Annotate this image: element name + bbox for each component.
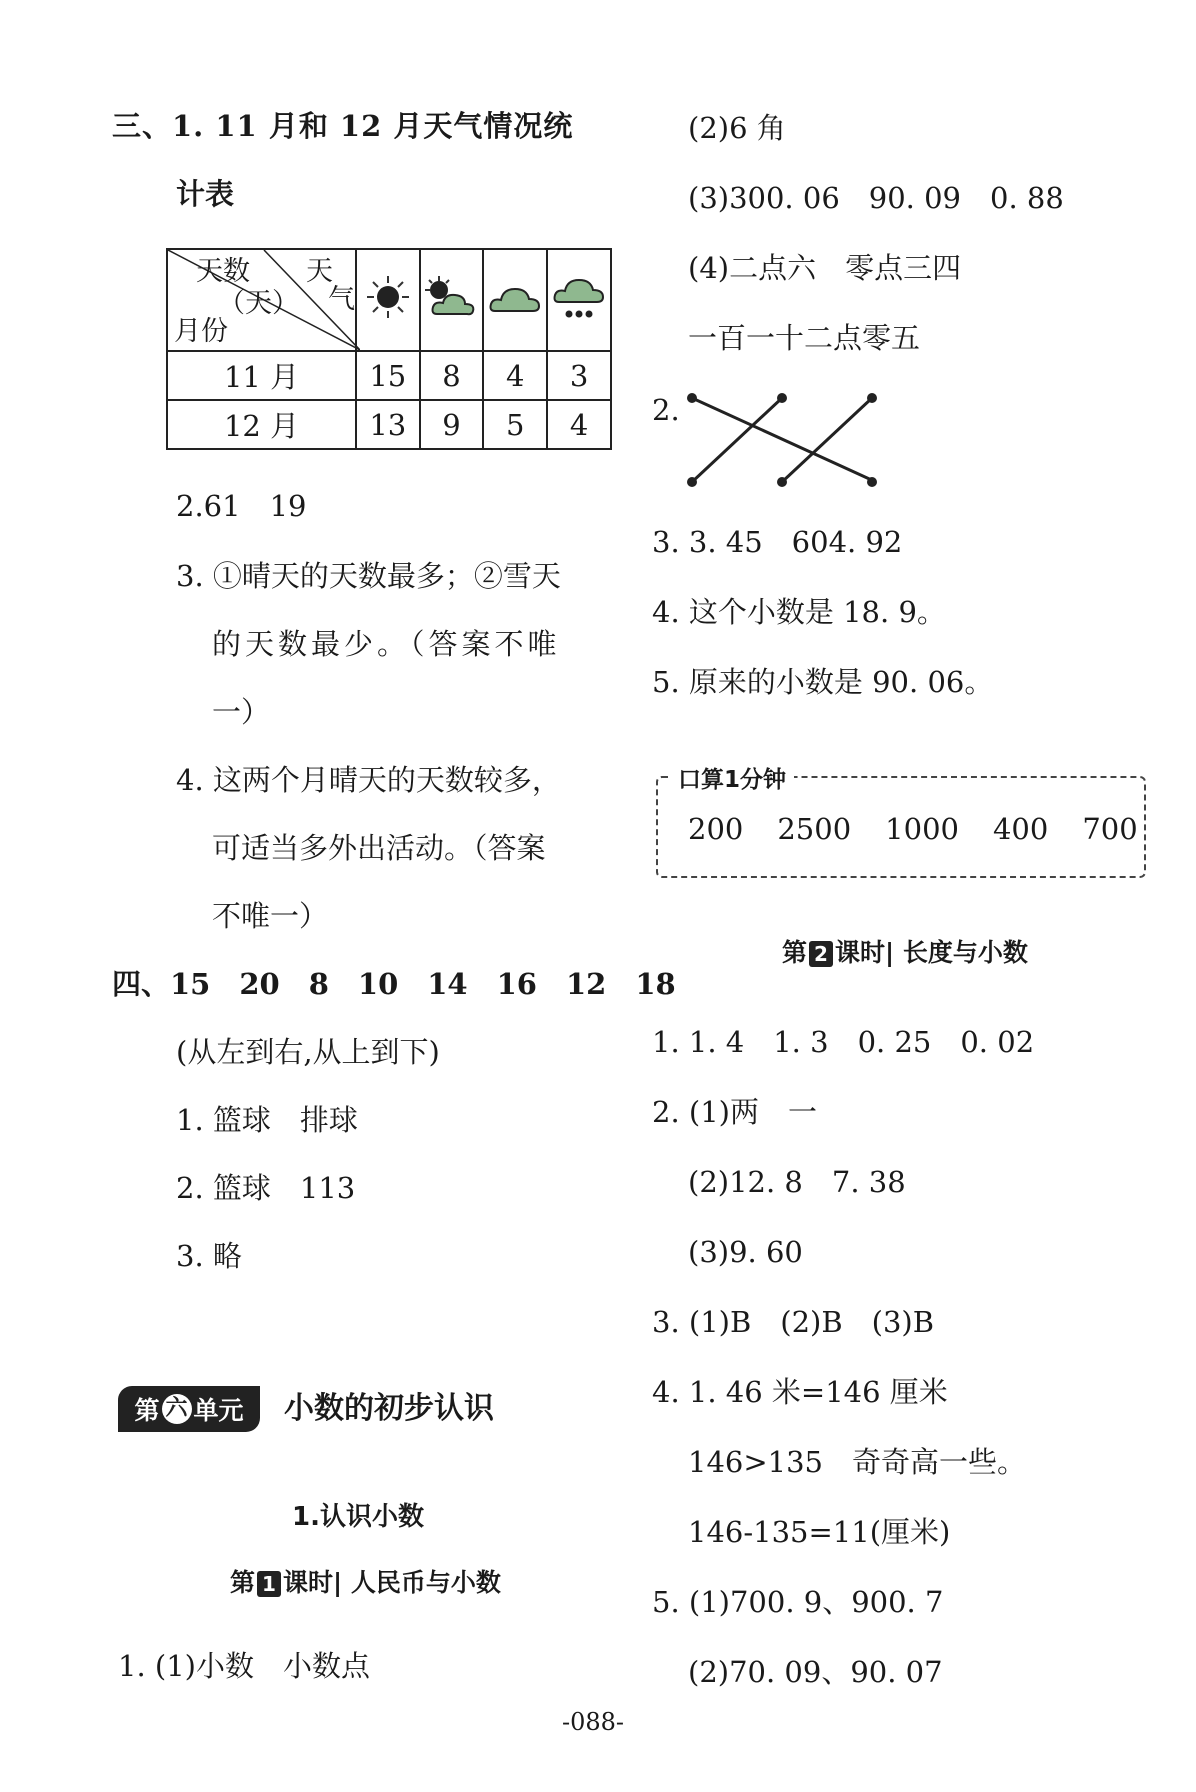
right-q3: 3. 3. 45 604. 92 (652, 525, 903, 559)
answer-3-line-2: 的天数最少。（答案不唯 (212, 627, 561, 661)
lesson-2-q5-2: (2)70. 09、90. 07 (688, 1655, 943, 1689)
section-4-q3: 3. 略 (176, 1239, 242, 1273)
partly-cloudy-icon (423, 274, 479, 320)
right-answer-a4: 一百一十二点零五 (688, 321, 921, 355)
oral-value: 1000 (885, 812, 959, 846)
header-unit: （天） (218, 288, 299, 319)
lesson-2-title (782, 940, 1028, 967)
right-answer-a3: (4)二点六 零点三四 (688, 251, 962, 285)
oral-math-values (688, 812, 1172, 846)
unit-tag-number: 六 (162, 1394, 192, 1424)
lesson-1-pre: 第 (230, 1568, 256, 1597)
lesson-2-pre: 第 (782, 938, 808, 967)
lesson-1-number: 1 (257, 1571, 281, 1597)
table-row (167, 351, 611, 400)
cloudy-icon (487, 277, 543, 317)
lesson-2-q5: 5. (1)700. 9、900. 7 (652, 1585, 944, 1619)
lesson-2-q4-3: 146-135=11(厘米) (688, 1515, 951, 1549)
section-3-title-cont: 计表 (176, 177, 235, 211)
unit-tag-post: 单元 (193, 1396, 244, 1425)
section-4-note: (从左到右,从上到下) (176, 1035, 440, 1069)
answer-3-line-3: 一） (212, 695, 271, 729)
answer-4-line-1: 4. 这两个月晴天的天数较多， (176, 763, 561, 797)
partly-cloudy-icon-cell (420, 249, 484, 351)
table-header-diagonal-cell (167, 249, 356, 351)
right-answer-a1: (2)6 角 (688, 111, 786, 145)
unit-title: 小数的初步认识 (284, 1391, 494, 1426)
table-cell: 5 (483, 400, 547, 449)
answer-3-line-1: 3. ①晴天的天数最多；②雪天 (176, 559, 561, 593)
lesson-1-q1: 1. (1)小数 小数点 (118, 1649, 370, 1683)
table-cell: 9 (420, 400, 484, 449)
row-month: 11 月 (167, 351, 356, 400)
lesson-2-q2: 2. (1)两 一 (652, 1095, 817, 1129)
oral-math-title: 口算1分钟 (670, 761, 794, 794)
table-cell: 8 (420, 351, 484, 400)
oral-value: 700 (1082, 812, 1138, 846)
weather-table (166, 248, 612, 450)
oral-value: 400 (992, 812, 1049, 846)
unit-tag-pre: 第 (134, 1396, 160, 1425)
header-weather-1: 天 (306, 256, 333, 287)
page-number: -088- (562, 1708, 625, 1736)
unit-tag (118, 1386, 260, 1432)
snow-icon-cell (547, 249, 611, 351)
table-cell: 13 (356, 400, 419, 449)
right-answer-a2: (3)300. 06 90. 09 0. 88 (688, 181, 1064, 215)
header-days: 天数 (196, 256, 250, 287)
right-q5: 5. 原来的小数是 90. 06。 (652, 665, 994, 699)
section-3-title: 三、1. 11 月和 12 月天气情况统 (112, 109, 574, 143)
table-cell: 4 (547, 400, 611, 449)
table-cell: 3 (547, 351, 611, 400)
lesson-1-post: 课时| 人民币与小数 (283, 1568, 501, 1597)
section-4-q1: 1. 篮球 排球 (176, 1103, 358, 1137)
sunny-icon-cell (356, 249, 419, 351)
snow-icon (551, 272, 607, 322)
header-weather-2: 气 (328, 284, 355, 315)
section-4-answers: 四、15 20 8 10 14 16 12 18 (112, 967, 676, 1001)
matching-label: 2. (652, 393, 680, 427)
lesson-2-q2-2: (2)12. 8 7. 38 (688, 1165, 906, 1199)
lesson-2-q3: 3. (1)B (2)B (3)B (652, 1305, 935, 1339)
oral-value: 2500 (777, 812, 852, 846)
answer-2: 2.61 19 (176, 489, 307, 523)
sunny-icon (365, 274, 411, 320)
lesson-2-q2-3: (3)9. 60 (688, 1235, 803, 1269)
right-q4: 4. 这个小数是 18. 9。 (652, 595, 946, 629)
section-4-q2: 2. 篮球 113 (176, 1171, 356, 1205)
lesson-2-post: 课时| 长度与小数 (835, 938, 1028, 967)
row-month: 12 月 (167, 400, 356, 449)
matching-lines-diagram (680, 386, 880, 498)
table-row (167, 400, 611, 449)
lesson-2-q4: 4. 1. 46 米=146 厘米 (652, 1375, 948, 1409)
lesson-2-q4-2: 146>135 奇奇高一些。 (688, 1445, 1027, 1479)
answer-4-line-3: 不唯一） (212, 899, 329, 933)
oral-value: 200 (688, 812, 744, 846)
cloudy-icon-cell (483, 249, 547, 351)
header-month: 月份 (174, 316, 228, 347)
lesson-2-q1: 1. 1. 4 1. 3 0. 25 0. 02 (652, 1025, 1035, 1059)
lesson-2-number: 2 (809, 941, 833, 967)
section-title: 1.认识小数 (292, 1502, 424, 1532)
table-cell: 15 (356, 351, 419, 400)
table-cell: 4 (483, 351, 547, 400)
lesson-1-title (230, 1570, 501, 1597)
answer-4-line-2: 可适当多外出活动。（答案 (212, 831, 546, 865)
